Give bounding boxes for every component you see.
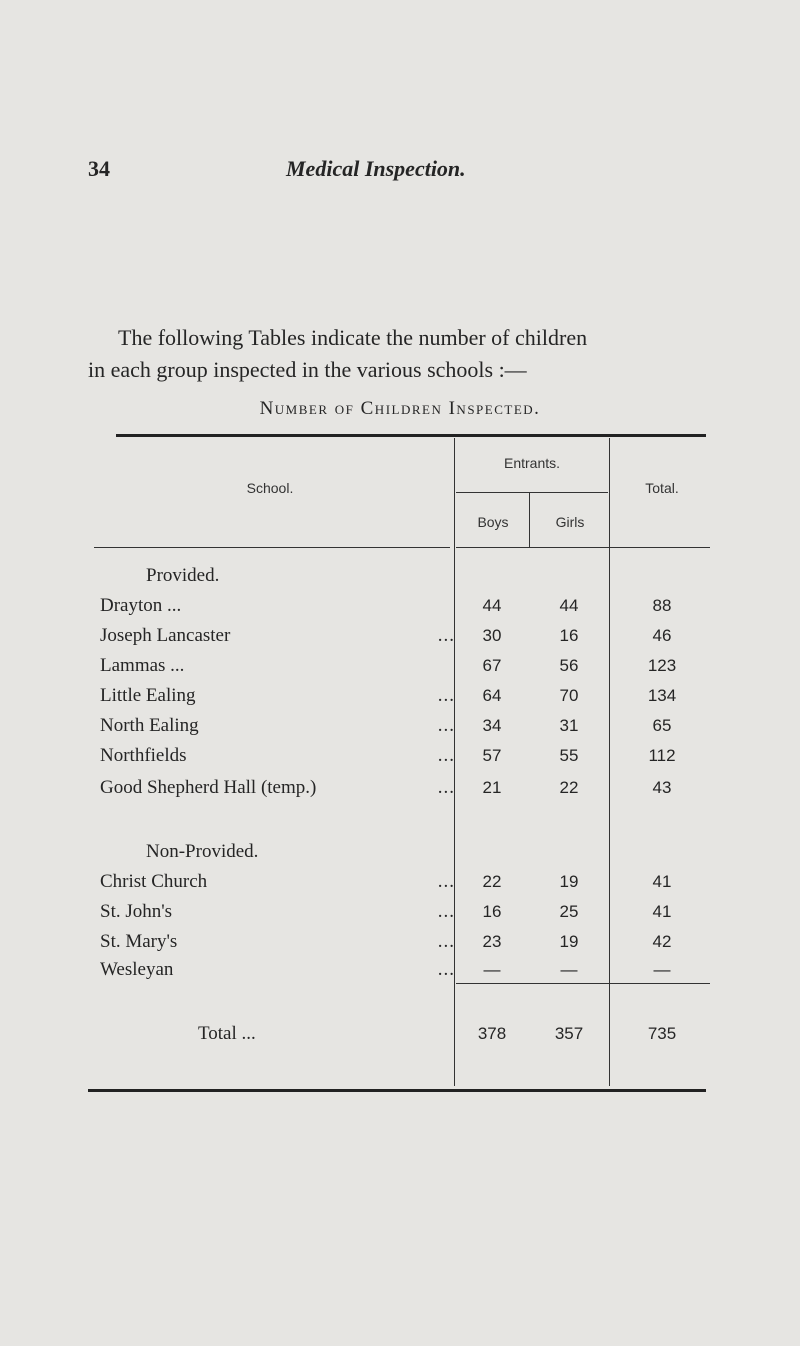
girls-cell: 31 [559, 716, 579, 735]
boys-total-cell: 378 [477, 1024, 507, 1043]
boys-cell: 34 [482, 716, 502, 735]
boys-cell: 23 [482, 932, 502, 951]
table-row-school: St. John's ... [100, 901, 455, 922]
col-header-entrants: Entrants. [503, 455, 561, 471]
boys-cell: 16 [482, 902, 502, 921]
table-bottom-rule [88, 1089, 706, 1092]
boys-cell: 21 [482, 778, 502, 797]
intro-paragraph [88, 322, 738, 386]
page-number: 34 [88, 156, 110, 181]
boys-cell: 67 [482, 656, 502, 675]
total-cell: 123 [647, 656, 677, 675]
girls-cell: 25 [559, 902, 579, 921]
table-title: Number of Children Inspected. [259, 398, 541, 419]
table-row-school: Northfields ... [100, 745, 455, 766]
girls-cell: 22 [559, 778, 579, 797]
total-cell: 134 [647, 686, 677, 705]
table-row-school: Joseph Lancaster ... [100, 625, 455, 646]
total-cell: — [653, 960, 671, 979]
boys-cell: 22 [482, 872, 502, 891]
boys-cell: 57 [482, 746, 502, 765]
intro-line-2: in each group inspected in the various schools :— [88, 357, 527, 382]
grand-total-cell: 735 [647, 1024, 677, 1043]
total-cell: 41 [652, 872, 672, 891]
total-cell: 112 [648, 746, 676, 765]
girls-cell: — [560, 960, 578, 979]
boys-cell: 44 [482, 596, 502, 615]
boys-cell: 64 [482, 686, 502, 705]
girls-cell: 56 [559, 656, 579, 675]
girls-cell: 55 [559, 746, 579, 765]
header-rule-numbers [456, 547, 710, 548]
header-rule-school [94, 547, 450, 548]
section-label-non-provided: Non-Provided. [146, 841, 259, 862]
running-title: Medical Inspection. [286, 156, 466, 181]
table-row-school: Christ Church ... [100, 871, 455, 892]
document-page: 34 Medical Inspection. The following Tables indicate the number of children in each group inspected in the various schools :— Number of Children Inspected. School. Entrants. Boys Girls Total. Provided. Drayton ... 44 44 88 Joseph Lancaster ... 30 16 46 Lammas ... 67 56 123 Little Ealing ... 64 70 134 North Ealing ... 34 31 65 Northfields ... 57 55 112 Good Shepherd Hall (temp.) ... 21 22 43 Non-Provided. Christ Church ... 22 19 41 St. John's ... 16 25 41 St. Mary's ... 23 19 42 Wesleyan ... — — — Total ... 378 357 735 [0, 0, 800, 1346]
table-row-school: Good Shepherd Hall (temp.) ... [100, 777, 455, 798]
total-cell: 46 [652, 626, 672, 645]
table-row-school: St. Mary's ... [100, 931, 455, 952]
col-header-school: School. [246, 480, 294, 496]
entrants-rule [456, 492, 608, 493]
girls-cell: 19 [559, 872, 579, 891]
total-cell: 88 [652, 596, 672, 615]
table-top-rule [116, 434, 706, 437]
boys-cell: 30 [482, 626, 502, 645]
girls-cell: 19 [559, 932, 579, 951]
intro-line-1: The following Tables indicate the number of children [118, 325, 588, 350]
table-row-school: Lammas ... [100, 655, 185, 676]
girls-cell: 70 [559, 686, 579, 705]
total-cell: 65 [652, 716, 672, 735]
total-cell: 41 [652, 902, 672, 921]
col-header-boys: Boys [477, 514, 509, 530]
girls-cell: 16 [559, 626, 579, 645]
table-row-school: Wesleyan ... [100, 959, 455, 980]
table-row-school: Little Ealing ... [100, 685, 455, 706]
table-row-school: North Ealing ... [100, 715, 455, 736]
girls-total-cell: 357 [554, 1024, 584, 1043]
col-header-total: Total. [645, 480, 679, 496]
total-cell: 42 [652, 932, 672, 951]
girls-cell: 44 [559, 596, 579, 615]
section-label-provided: Provided. [146, 565, 220, 586]
total-cell: 43 [652, 778, 672, 797]
boys-cell: — [483, 960, 501, 979]
col-header-girls: Girls [555, 514, 585, 530]
table-row-school: Drayton ... [100, 595, 182, 616]
